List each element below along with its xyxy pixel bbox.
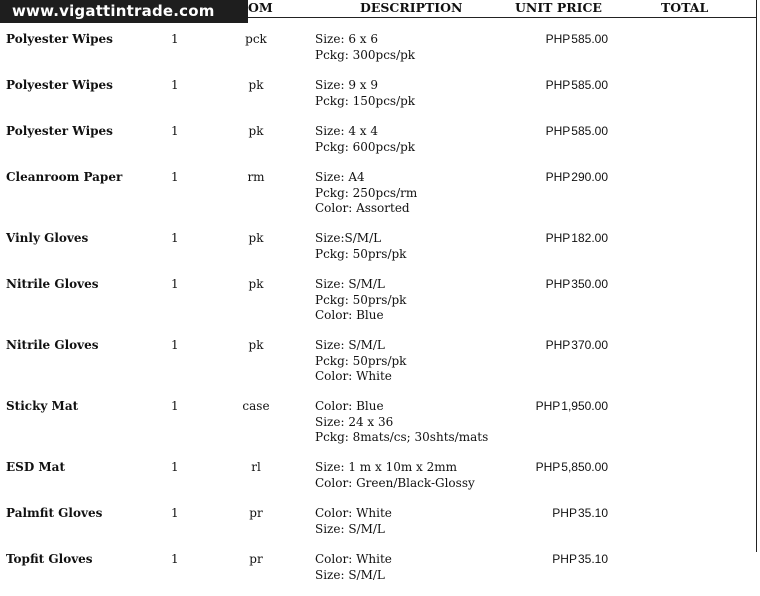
item-name: Polyester Wipes [6,32,113,46]
item-uom: rl [251,460,261,474]
item-description [315,78,415,109]
item-quantity: 1 [171,338,179,352]
price-amount: 35.10 [577,552,608,566]
item-quantity: 1 [171,170,179,184]
item-unit-price [500,78,608,94]
description-line: Color: Assorted [315,201,410,215]
item-name: Cleanroom Paper [6,170,123,184]
item-unit-price [500,124,608,140]
item-name: Palmfit Gloves [6,506,103,520]
description-line: Pckg: 300pcs/pk [315,47,416,62]
currency-label: PHP [535,460,561,474]
item-unit-price [500,277,608,293]
currency-label: PHP [535,399,561,413]
description-line: Size: 1 m x 10m x 2mm [315,460,458,474]
item-unit-price [500,552,608,568]
item-uom: pk [248,78,264,92]
currency-label: PHP [545,124,571,138]
item-uom: pck [245,32,267,46]
item-description [315,399,488,446]
currency-label: PHP [545,338,571,352]
description-line: Pckg: 250pcs/rm [315,185,418,200]
description-line: Size: 9 x 9 [315,78,379,92]
item-description [315,231,406,262]
item-quantity: 1 [171,552,179,566]
item-unit-price [500,32,608,48]
description-line: Pckg: 600pcs/pk [315,139,416,154]
description-line: Color: Blue [315,308,384,322]
item-description [315,32,415,63]
price-amount: 35.10 [577,506,608,520]
currency-label: PHP [552,506,577,520]
description-line: Size:S/M/L [315,231,382,245]
item-description [315,338,406,385]
description-line: Color: Green/Black-Glossy [315,475,475,490]
description-line: Pckg: 50prs/pk [315,292,407,307]
description-line: Pckg: 50prs/pk [315,353,407,368]
description-line: Pckg: 50prs/pk [315,246,407,261]
description-line: Color: Blue [315,399,384,413]
item-unit-price [500,170,608,186]
description-line: Color: White [315,506,392,520]
item-uom: pk [248,277,264,291]
description-line: Color: White [315,552,392,566]
column-header-uom: OM [248,0,273,15]
item-unit-price [500,338,608,354]
description-line: Pckg: 150pcs/pk [315,93,416,108]
currency-label: PHP [545,231,571,245]
price-amount: 350.00 [571,277,608,291]
item-uom: pk [248,231,264,245]
price-amount: 290.00 [571,170,608,184]
item-description [315,460,475,491]
item-uom: pk [248,338,264,352]
currency-label: PHP [545,170,571,184]
price-amount: 182.00 [571,231,608,245]
description-line: Size: A4 [315,170,365,184]
item-name: ESD Mat [6,460,65,474]
item-name: Sticky Mat [6,399,79,413]
price-amount: 585.00 [571,124,608,138]
item-quantity: 1 [171,124,179,138]
price-amount: 585.00 [571,78,608,92]
item-quantity: 1 [171,78,179,92]
item-description [315,170,417,217]
item-description [315,506,392,537]
description-line: Size: 4 x 4 [315,124,379,138]
description-line: Pckg: 8mats/cs; 30shts/mats [315,430,489,444]
currency-label: PHP [545,32,571,46]
item-name: Nitrile Gloves [6,277,99,291]
item-name: Nitrile Gloves [6,338,99,352]
item-description [315,277,406,324]
price-amount: 585.00 [571,32,608,46]
column-header-total: TOTAL [661,0,709,15]
item-name: Vinly Gloves [6,231,89,245]
description-line: Size: 6 x 6 [315,32,379,46]
currency-label: PHP [545,277,571,291]
description-line: Size: 24 x 36 [315,414,394,429]
item-name: Topfit Gloves [6,552,93,566]
item-quantity: 1 [171,399,179,413]
column-header-description: DESCRIPTION [360,0,463,15]
item-uom: pk [248,124,264,138]
item-unit-price [500,399,608,415]
item-quantity: 1 [171,460,179,474]
description-line: Size: S/M/L [315,277,385,291]
currency-label: PHP [552,552,577,566]
item-uom: pr [249,506,263,520]
item-uom: rm [247,170,265,184]
description-line: Color: White [315,369,392,383]
price-amount: 5,850.00 [561,460,608,474]
item-uom: case [242,399,270,413]
table-right-border [756,0,757,552]
item-quantity: 1 [171,32,179,46]
item-unit-price [500,231,608,247]
watermark-banner: www.vigattintrade.com [0,0,248,23]
price-amount: 1,950.00 [561,399,608,413]
item-description [315,124,415,155]
currency-label: PHP [545,78,571,92]
item-quantity: 1 [171,277,179,291]
item-name: Polyester Wipes [6,124,113,138]
item-quantity: 1 [171,506,179,520]
item-unit-price [500,506,608,522]
description-line: Size: S/M/L [315,521,385,536]
item-description [315,552,392,583]
item-name: Polyester Wipes [6,78,113,92]
item-quantity: 1 [171,231,179,245]
description-line: Size: S/M/L [315,567,385,582]
item-uom: pr [249,552,263,566]
price-amount: 370.00 [571,338,608,352]
item-unit-price [500,460,608,476]
column-header-unit-price: UNIT PRICE [515,0,602,15]
description-line: Size: S/M/L [315,338,385,352]
